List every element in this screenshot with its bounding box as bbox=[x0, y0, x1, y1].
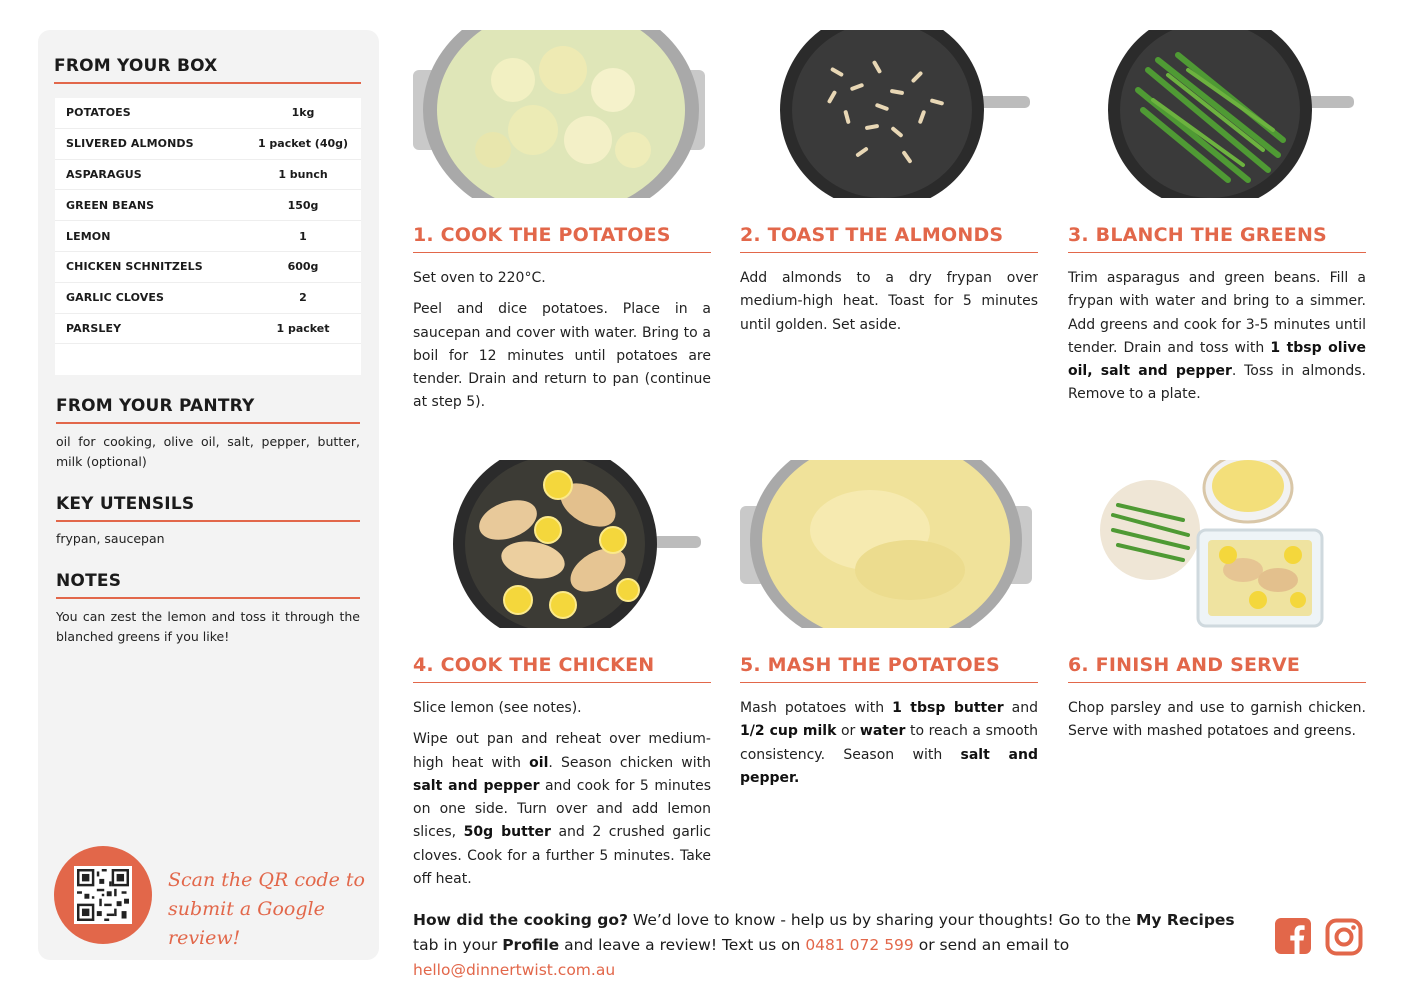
step-5-title: 5. MASH THE POTATOES bbox=[740, 654, 1038, 683]
ingredient-name: LEMON bbox=[66, 229, 111, 243]
qr-caption bbox=[168, 866, 368, 953]
ingredient-row bbox=[55, 160, 361, 191]
step-paragraph bbox=[413, 267, 711, 290]
ingredient-quantity: 2 bbox=[299, 291, 307, 305]
step-2-body bbox=[740, 267, 1038, 337]
ingredient-name: POTATOES bbox=[66, 106, 131, 120]
ingredients-panel bbox=[38, 30, 379, 960]
ingredient-row bbox=[55, 98, 361, 129]
step-1 bbox=[413, 30, 711, 423]
emphasis-text: water bbox=[859, 723, 906, 740]
instagram-icon[interactable] bbox=[1325, 918, 1363, 956]
step-1-title: 1. COOK THE POTATOES bbox=[413, 224, 711, 253]
step-4-body bbox=[413, 697, 711, 891]
emphasis-text: How did the cooking go? bbox=[413, 911, 628, 929]
from-your-box-heading: FROM YOUR BOX bbox=[54, 56, 361, 84]
ingredient-name: SLIVERED ALMONDS bbox=[66, 137, 194, 151]
step-1-image bbox=[413, 30, 711, 198]
step-2 bbox=[740, 30, 1038, 345]
instagram-glyph bbox=[1325, 918, 1363, 956]
ingredient-quantity: 1 bbox=[299, 229, 307, 243]
chicken-frypan-illustration bbox=[413, 460, 711, 628]
contact-link[interactable]: hello@dinnertwist.com.au bbox=[413, 961, 616, 979]
ingredient-name: GREEN BEANS bbox=[66, 198, 155, 212]
step-6-body bbox=[1068, 697, 1366, 744]
greens-frypan-illustration bbox=[1068, 30, 1366, 198]
ingredient-name: CHICKEN SCHNITZELS bbox=[66, 260, 203, 274]
step-2-image bbox=[740, 30, 1038, 198]
qr-caption-line-1: Scan the QR code to bbox=[168, 869, 365, 891]
ingredient-quantity: 1kg bbox=[291, 106, 315, 120]
step-4 bbox=[413, 460, 711, 899]
ingredient-name: PARSLEY bbox=[66, 321, 122, 335]
utensils-text: frypan, saucepan bbox=[56, 531, 165, 546]
body-text: Mash potatoes with bbox=[740, 700, 893, 716]
almonds-frypan-illustration bbox=[740, 30, 1038, 198]
ingredient-row bbox=[55, 129, 361, 160]
body-text: Trim asparagus and green beans. Fill a frypan with water and bring to a simmer. Add greens and cook for 3-5 minutes until tender. Drain and toss with bbox=[1068, 270, 1366, 356]
review-footer bbox=[413, 908, 1263, 983]
qr-caption-line-2: submit a Google review! bbox=[168, 898, 325, 949]
body-text: . Season chicken with bbox=[548, 754, 711, 771]
body-text: Add almonds to a dry frypan over medium-high heat. Toast for 5 minutes until golden. Set aside. bbox=[740, 270, 1038, 333]
ingredient-quantity: 150g bbox=[287, 198, 319, 212]
emphasis-text: 50g butter bbox=[463, 824, 551, 841]
notes-text: You can zest the lemon and toss it through the blanched greens if you like! bbox=[56, 609, 360, 644]
body-text: . Toss in almonds. Remove to a plate. bbox=[1068, 363, 1366, 403]
step-paragraph bbox=[740, 697, 1038, 790]
notes-heading: NOTES bbox=[56, 571, 360, 599]
emphasis-text: oil bbox=[529, 754, 549, 771]
step-5-image bbox=[740, 460, 1038, 628]
body-text: Slice lemon (see notes). bbox=[413, 700, 582, 716]
step-6-image bbox=[1068, 460, 1366, 628]
step-3 bbox=[1068, 30, 1366, 415]
pantry-text: oil for cooking, olive oil, salt, pepper, butter, milk (optional) bbox=[56, 434, 360, 469]
step-5-body bbox=[740, 697, 1038, 790]
qr-code[interactable] bbox=[74, 866, 132, 924]
emphasis-text: 1/2 cup milk bbox=[740, 723, 837, 740]
step-3-body bbox=[1068, 267, 1366, 407]
step-1-body bbox=[413, 267, 711, 415]
body-text: and bbox=[1003, 700, 1038, 716]
body-text: We’d love to know - help us by sharing your thoughts! Go to the bbox=[627, 911, 1136, 929]
step-4-image bbox=[413, 460, 711, 628]
step-paragraph bbox=[1068, 697, 1366, 744]
step-4-title: 4. COOK THE CHICKEN bbox=[413, 654, 711, 683]
body-text: or bbox=[836, 723, 860, 740]
potatoes-saucepan-illustration bbox=[413, 30, 711, 198]
step-2-title: 2. TOAST THE ALMONDS bbox=[740, 224, 1038, 253]
ingredient-row bbox=[55, 221, 361, 252]
emphasis-text: salt and pepper. bbox=[740, 746, 1038, 786]
emphasis-text: Profile bbox=[502, 936, 560, 954]
body-text: Chop parsley and use to garnish chicken. Serve with mashed potatoes and greens. bbox=[1068, 700, 1366, 740]
facebook-icon[interactable] bbox=[1275, 918, 1313, 956]
body-text: Wipe out pan and reheat over medium-high heat with bbox=[413, 731, 711, 771]
ingredient-name: GARLIC CLOVES bbox=[66, 291, 165, 305]
step-3-title: 3. BLANCH THE GREENS bbox=[1068, 224, 1366, 253]
step-paragraph bbox=[740, 267, 1038, 337]
body-text: and 2 crushed garlic cloves. Cook for a further 5 minutes. Take off heat. bbox=[413, 824, 712, 888]
step-paragraph bbox=[413, 728, 711, 891]
utensils-heading: KEY UTENSILS bbox=[56, 494, 360, 522]
ingredient-row bbox=[55, 314, 361, 345]
step-6 bbox=[1068, 460, 1366, 752]
step-paragraph bbox=[413, 697, 711, 720]
ingredient-row bbox=[55, 283, 361, 314]
step-paragraph bbox=[1068, 267, 1366, 407]
contact-link[interactable]: 0481 072 599 bbox=[805, 936, 914, 954]
body-text: and cook for 5 minutes on one side. Turn over and add lemon slices, bbox=[413, 777, 711, 841]
plated-meal-illustration bbox=[1068, 460, 1366, 628]
step-6-title: 6. FINISH AND SERVE bbox=[1068, 654, 1366, 683]
ingredient-row bbox=[55, 190, 361, 221]
body-text: Peel and dice potatoes. Place in a saucepan and cover with water. Bring to a boil for 12 minutes until potatoes are tender. Drain and return to pan (continue at step 5). bbox=[413, 301, 711, 411]
body-text: tab in your bbox=[413, 936, 503, 954]
mash-saucepan-illustration bbox=[740, 460, 1038, 628]
ingredient-quantity: 1 packet (40g) bbox=[257, 137, 349, 151]
ingredient-quantity: 1 packet bbox=[276, 321, 330, 335]
ingredient-quantity: 600g bbox=[287, 260, 319, 274]
body-text: and leave a review! Text us on bbox=[559, 936, 806, 954]
body-text: Set oven to 220°C. bbox=[413, 270, 546, 286]
emphasis-text: 1 tbsp olive oil, salt and pepper bbox=[1068, 339, 1366, 380]
body-text: or send an email to bbox=[913, 936, 1070, 954]
step-5 bbox=[740, 460, 1038, 798]
ingredients-table bbox=[55, 98, 361, 375]
pantry-heading: FROM YOUR PANTRY bbox=[56, 396, 360, 424]
facebook-glyph bbox=[1275, 918, 1311, 954]
qr-code-badge[interactable] bbox=[54, 846, 152, 944]
body-text: to reach a smooth consistency. Season with bbox=[740, 723, 1038, 763]
emphasis-text: My Recipes bbox=[1135, 911, 1235, 929]
ingredient-name: ASPARAGUS bbox=[66, 167, 142, 181]
step-3-image bbox=[1068, 30, 1366, 198]
ingredient-row bbox=[55, 252, 361, 283]
ingredient-quantity: 1 bunch bbox=[278, 167, 328, 181]
qr-code-icon bbox=[77, 869, 129, 921]
emphasis-text: 1 tbsp butter bbox=[892, 700, 1004, 716]
emphasis-text: salt and pepper bbox=[413, 777, 540, 794]
step-paragraph bbox=[413, 298, 711, 414]
